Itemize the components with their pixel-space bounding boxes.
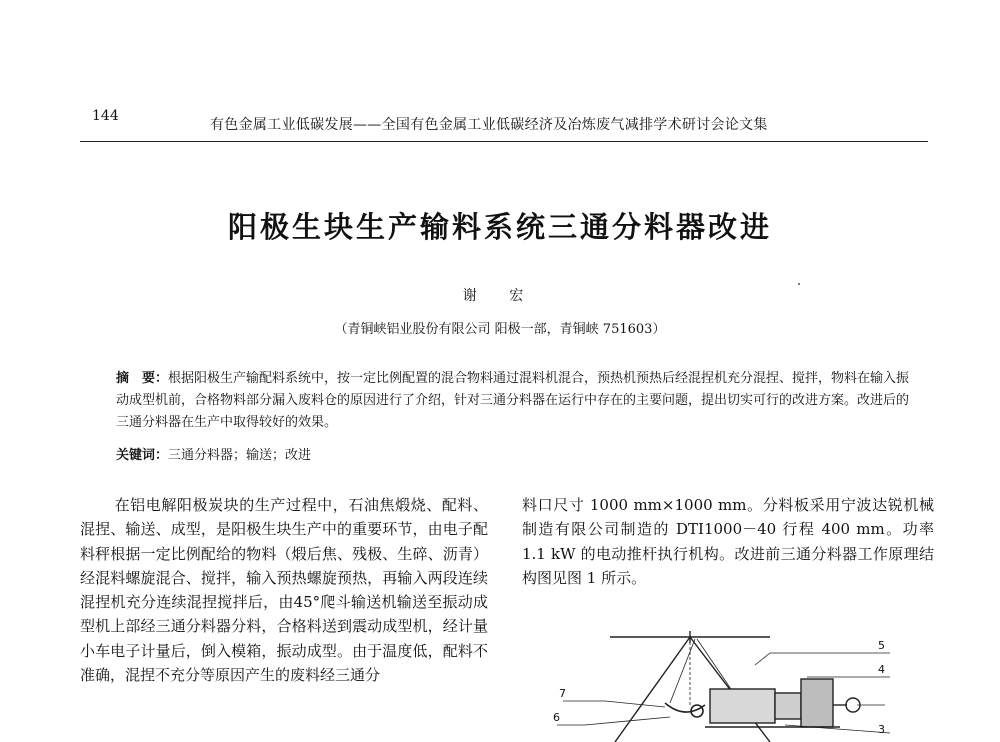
keywords	[116, 444, 916, 463]
page-number: 144	[92, 108, 119, 124]
actuator-body	[710, 689, 775, 723]
abstract-text: 根据阳极生产输配料系统中，按一定比例配置的混合物料通过混料机混合，预热机预热后经混捏机充分混捏、搅拌，物料在输入振动成型机前，合格物料部分漏入废料仓的原因进行了介绍，针对三通分料器在运行中存在的主要问题，提出切实可行的改进方案。改进后的三通分料器在生产中取得较好的效果。	[116, 371, 910, 430]
header-rule	[80, 141, 928, 142]
right-column-text: 料口尺寸 1000 mm×1000 mm。分料板采用宁波达锐机械制造有限公司制造的 DTI1000－40 行程 400 mm。功率 1.1 kW 的电动推杆执行机构。改进前三通分料器工作原理结构图见图 1 所示。	[522, 496, 934, 587]
abstract-label: 摘 要：	[116, 371, 169, 386]
abstract	[116, 368, 916, 434]
left-column-text: 在铝电解阳极炭块的生产过程中，石油焦煅烧、配料、混捏、输送、成型，是阳极生块生产中的重要环节，由电子配料秤根据一定比例配给的物料（煅后焦、残极、生碎、沥青）经混料螺旋混合、搅拌，输入预热螺旋预热，再输入两段连续混捏机充分连续混捏搅拌后，由45°爬斗输送机输送至振动成型机上部经三通分料器分料，合格料送到震动成型机，经计量小车电子计量后，倒入模箱，振动成型。由于温度低，配料不准确，混捏不充分等原因产生的废料经三通分	[80, 496, 488, 685]
article-title: 阳极生块生产输料系统三通分料器改进	[227, 210, 772, 244]
affiliation: （青铜峡铝业股份有限公司 阳极一部，青铜峡 751603）	[334, 322, 666, 337]
left-chute-line	[615, 637, 690, 742]
figure-1-diagram	[545, 625, 940, 742]
author: 谢 宏	[462, 288, 538, 304]
callout-4: 4	[878, 663, 885, 676]
keywords-label: 关键词：	[116, 448, 169, 463]
body-left-column	[80, 493, 488, 687]
callout-3: 3	[878, 723, 885, 736]
body-right-column	[522, 493, 934, 590]
callout-5: 5	[878, 639, 885, 652]
motor-block	[801, 679, 833, 727]
running-header: 有色金属工业低碳发展——全国有色金属工业低碳经济及冶炼废气减排学术研讨会论文集	[210, 117, 768, 133]
callout-7: 7	[559, 687, 566, 700]
speck-mark	[798, 283, 800, 285]
callout-6: 6	[553, 711, 560, 724]
keywords-text: 三通分料器；输送；改进	[168, 448, 312, 463]
